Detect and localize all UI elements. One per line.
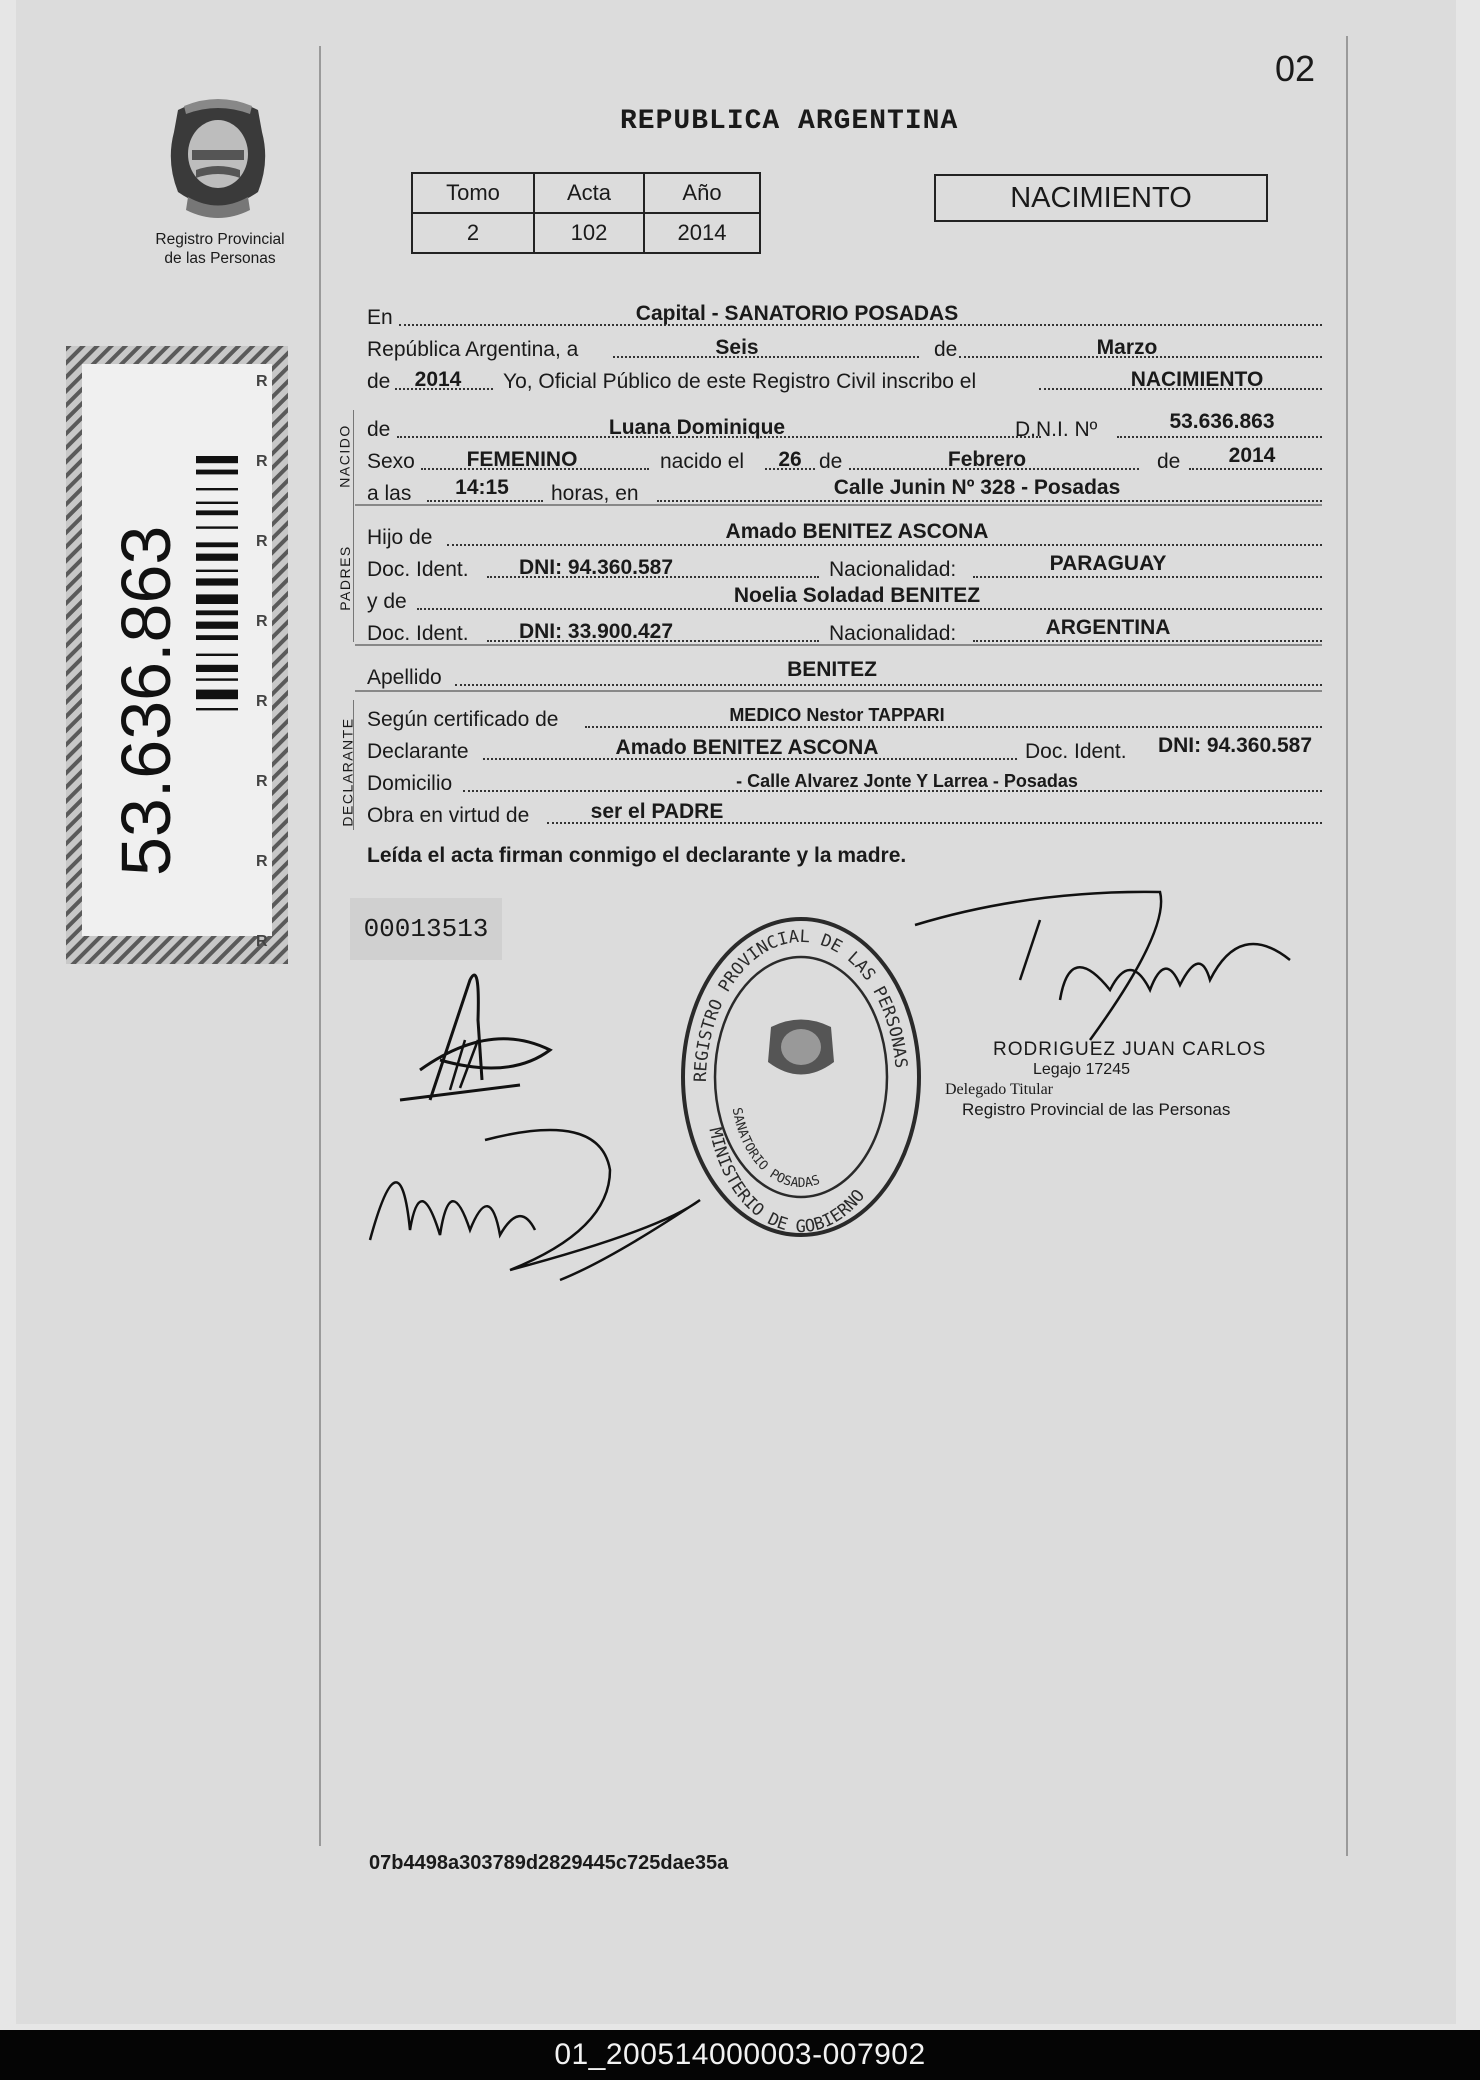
svg-text:R: R (256, 613, 268, 630)
label-child-of: Hijo de (367, 526, 433, 549)
label-address: Domicilio (367, 772, 453, 795)
right-margin-line (1346, 36, 1348, 1856)
leader-dots (585, 726, 1322, 728)
row-capacity (367, 798, 1322, 830)
label-de-birth-year: de (1157, 450, 1181, 473)
label-de-month: de (934, 338, 958, 361)
label-nationality-father: Nacionalidad: (829, 558, 957, 581)
barcode-card (66, 346, 288, 964)
row-father (367, 520, 1322, 552)
leader-dots (427, 500, 543, 502)
declarant-signature (360, 960, 580, 1110)
value-birth-time: 14:15 (455, 476, 509, 499)
official-seal-stamp (676, 912, 926, 1242)
label-dni: D.N.I. Nº (1015, 418, 1098, 441)
header-cell-ano: Año (644, 173, 760, 213)
value-capacity: ser el PADRE (590, 800, 724, 823)
svg-text:R: R (256, 453, 268, 470)
value-father-doc: DNI: 94.360.587 (518, 556, 674, 579)
label-born-on: nacido el (660, 450, 745, 473)
seal-crest-icon (768, 1020, 834, 1075)
svg-text:R: R (256, 693, 268, 710)
label-surname: Apellido (367, 666, 442, 689)
label-capacity: Obra en virtud de (367, 804, 530, 827)
leader-dots (1189, 468, 1322, 470)
label-officer-text: Yo, Oficial Público de este Registro Civil inscribo el (503, 370, 977, 393)
value-mother: Noelia Soladad BENITEZ (733, 584, 981, 607)
section-tag-declarant: DECLARANTE (339, 717, 356, 827)
provincial-crest-logo (158, 92, 278, 227)
value-birth-day: 26 (778, 448, 802, 471)
footer-code: 01_200514000003-007902 (554, 2038, 926, 2071)
scan-footer (0, 2030, 1480, 2080)
officer-file: Legajo 17245 (1033, 1061, 1130, 1078)
row-name (367, 412, 1322, 444)
label-doc-mother: Doc. Ident. (367, 622, 469, 645)
document-hash: 07b4498a303789d2829445c725dae35a (369, 1852, 729, 1874)
leader-dots (447, 544, 1322, 546)
registry-label-line1: Registro Provincial (155, 231, 285, 248)
label-de-name: de (367, 418, 391, 441)
leader-dots (973, 640, 1322, 642)
registry-table-header-row (412, 173, 760, 213)
value-birth-year: 2014 (1228, 444, 1276, 467)
page-number: 02 (1275, 48, 1316, 89)
value-mother-doc: DNI: 33.900.427 (518, 620, 674, 643)
value-cell-ano: 2014 (644, 213, 760, 253)
row-surname (367, 660, 1322, 692)
label-doc-father: Doc. Ident. (367, 558, 469, 581)
value-birth-place: Calle Junin Nº 328 - Posadas (833, 476, 1121, 499)
value-month: Marzo (1096, 336, 1158, 359)
label-republic: República Argentina, a (367, 338, 579, 361)
value-cell-tomo: 2 (412, 213, 534, 253)
label-and-of: y de (367, 590, 407, 613)
officer-signature (910, 880, 1310, 1060)
country-title: REPUBLICA ARGENTINA (620, 106, 959, 137)
registry-label (130, 230, 310, 268)
section-tag-parents: PADRES (336, 545, 353, 611)
value-event: NACIMIENTO (1130, 368, 1264, 391)
section-tag-born: NACIDO (336, 424, 353, 488)
row-declarant (367, 734, 1322, 766)
separator-line (355, 504, 1322, 506)
value-year: 2014 (414, 368, 462, 391)
officer-stamp (945, 1040, 1266, 1120)
leader-dots (417, 608, 1322, 610)
row-date (367, 332, 1322, 364)
value-father: Amado BENITEZ ASCONA (725, 520, 989, 543)
row-year-event (367, 364, 1322, 396)
record-type-box: NACIMIENTO (934, 174, 1268, 222)
seal-outer-bottom-text: MINISTERIO DE GOBIERNO (704, 1125, 870, 1238)
value-address: - Calle Alvarez Jonte Y Larrea - Posadas (736, 771, 1078, 791)
value-certificate: MEDICO Nestor TAPPARI (729, 705, 945, 725)
label-sex: Sexo (367, 450, 415, 473)
row-address (367, 766, 1322, 798)
seal-inner-text: SANATORIO POSADAS (728, 1106, 822, 1192)
officer-name: RODRIGUEZ JUAN CARLOS (993, 1039, 1267, 1060)
mother-signature (360, 1110, 720, 1290)
header-cell-acta: Acta (534, 173, 644, 213)
row-mother (367, 584, 1322, 616)
seal-outer-top-text: REGISTRO PROVINCIAL DE LAS PERSONAS (690, 926, 911, 1083)
row-father-doc (367, 552, 1322, 584)
value-birth-month: Febrero (947, 448, 1027, 471)
svg-text:R: R (256, 373, 268, 390)
row-sex-birthdate (367, 444, 1322, 476)
value-declarant-doc: DNI: 94.360.587 (1157, 734, 1313, 757)
label-nationality-mother: Nacionalidad: (829, 622, 957, 645)
value-child-name: Luana Dominique (608, 416, 786, 439)
officer-office: Registro Provincial de las Personas (962, 1100, 1231, 1119)
label-at: a las (367, 482, 412, 505)
value-sex: FEMENINO (466, 448, 578, 471)
leader-dots (973, 576, 1322, 578)
leader-dots (1117, 436, 1322, 438)
registry-table-value-row (412, 213, 760, 253)
left-margin-line (319, 46, 321, 1846)
separator-line (355, 644, 1322, 646)
label-de-birth-month: de (819, 450, 843, 473)
registry-table (411, 172, 761, 254)
label-declarant-doc: Doc. Ident. (1025, 740, 1127, 763)
value-day: Seis (715, 336, 759, 359)
svg-text:R: R (256, 853, 268, 870)
leader-dots (657, 500, 1322, 502)
closing-statement: Leída el acta firman conmigo el declarante y la madre. (367, 844, 907, 867)
section-line-born-parents (353, 410, 354, 642)
separator-line (355, 690, 1322, 692)
serial-number: 00013513 (350, 898, 502, 960)
row-place (367, 300, 1322, 332)
label-de-year: de (367, 370, 391, 393)
svg-text:R: R (256, 933, 268, 950)
officer-role: Delegado Titular (945, 1081, 1053, 1098)
header-cell-tomo: Tomo (412, 173, 534, 213)
value-cell-acta: 102 (534, 213, 644, 253)
label-hours: horas, en (551, 482, 639, 505)
svg-text:R: R (256, 773, 268, 790)
value-mother-nationality: ARGENTINA (1045, 616, 1171, 639)
leader-dots (455, 684, 1322, 686)
barcode-number: 53.636.863 (107, 525, 185, 876)
value-place: Capital - SANATORIO POSADAS (635, 302, 959, 325)
value-declarant: Amado BENITEZ ASCONA (615, 736, 879, 759)
registry-label-line2: de las Personas (164, 250, 276, 267)
value-surname: BENITEZ (787, 658, 877, 681)
label-declarant: Declarante (367, 740, 469, 763)
value-father-nationality: PARAGUAY (1049, 552, 1167, 575)
svg-text:R: R (256, 533, 268, 550)
label-certificate: Según certificado de (367, 708, 559, 731)
row-certificate (367, 702, 1322, 734)
value-dni: 53.636.863 (1169, 410, 1275, 433)
label-en: En (367, 306, 393, 329)
